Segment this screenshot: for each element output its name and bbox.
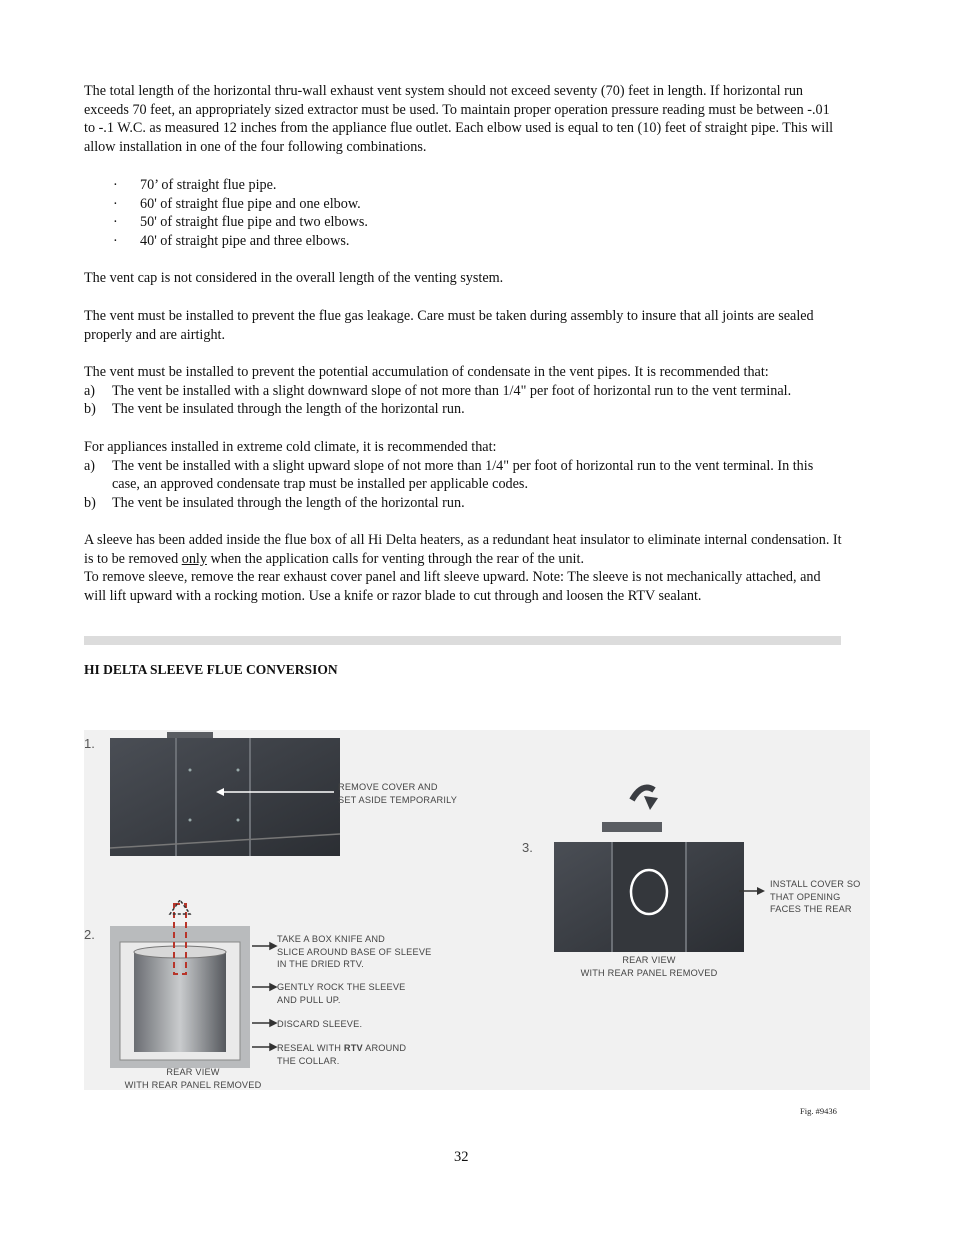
cold-climate-section bbox=[84, 438, 842, 513]
step-2-arrows bbox=[250, 930, 278, 1060]
list-item: b) The vent be insulated through the length of the horizontal run. bbox=[84, 495, 465, 512]
paragraph-cold-climate: For appliances installed in extreme cold climate, it is recommended that: bbox=[84, 439, 497, 455]
list-item: · 50' of straight flue pipe and two elbows. bbox=[113, 214, 368, 231]
list-item: · 40' of straight pipe and three elbows. bbox=[113, 233, 350, 250]
step-2-number: 2. bbox=[84, 927, 95, 942]
step-3-callout: INSTALL COVER SO THAT OPENING FACES THE REAR bbox=[770, 879, 861, 914]
step-1-callout: REMOVE COVER AND SET ASIDE TEMPORARILY bbox=[338, 782, 458, 805]
paragraph-flue-leakage: The vent must be installed to prevent the flue gas leakage. Care must be taken during assembly to insure that all joints are sealed properly and are airtight. bbox=[84, 308, 814, 343]
page-number: 32 bbox=[454, 1149, 469, 1165]
flue-box-photo-step2 bbox=[110, 900, 250, 1068]
list-item: · 70’ of straight flue pipe. bbox=[113, 177, 277, 193]
list-item: a) The vent be installed with a slight upward slope of not more than 1/4" per foot of horizontal run to the vent terminal. In this case, an approved condensate trap must be installed per applicable codes. bbox=[84, 457, 814, 493]
step-2-callout-reseal: RESEAL WITH RTV AROUND THE COLLAR. bbox=[277, 1043, 407, 1066]
step-3-caption: REAR VIEW WITH REAR PANEL REMOVED bbox=[580, 955, 718, 978]
list-item: b) The vent be insulated through the length of the horizontal run. bbox=[84, 401, 465, 418]
step-2-caption: REAR VIEW WITH REAR PANEL REMOVED bbox=[124, 1067, 262, 1090]
section-divider bbox=[84, 636, 841, 645]
condensate-section bbox=[84, 363, 842, 419]
sleeve-conversion-figure bbox=[84, 730, 870, 1090]
step-1-number: 1. bbox=[84, 736, 95, 751]
paragraph-condensate: The vent must be installed to prevent the potential accumulation of condensate in the vent pipes. It is recommended that: bbox=[84, 364, 769, 380]
step-2-callout-rock: GENTLY ROCK THE SLEEVE AND PULL UP. bbox=[277, 982, 406, 1005]
combination-list bbox=[84, 176, 368, 251]
step-3-number: 3. bbox=[522, 840, 533, 855]
sleeve-section bbox=[84, 531, 842, 606]
list-item: · 60' of straight flue pipe and one elbow. bbox=[113, 195, 361, 212]
step-2-callout-cut: TAKE A BOX KNIFE AND SLICE AROUND BASE OF SLEEVE IN THE DRIED RTV. bbox=[277, 934, 432, 969]
paragraph-sleeve: A sleeve has been added inside the flue box of all Hi Delta heaters, as a redundant heat insulator to eliminate internal condensation. It is to be removed only when the application calls for venting through the rear of the unit. bbox=[84, 532, 842, 567]
paragraph-vent-cap: The vent cap is not considered in the overall length of the venting system. bbox=[84, 270, 504, 286]
heater-photo-step3 bbox=[554, 782, 744, 954]
section-heading: HI DELTA SLEEVE FLUE CONVERSION bbox=[84, 662, 338, 677]
paragraph-remove-sleeve: To remove sleeve, remove the rear exhaust cover panel and lift sleeve upward. Note: The sleeve is not mechanically attached, and will lift upward with a rocking motion. Use a knife or razor blade to cut through and loosen the RTV sealant. bbox=[84, 569, 821, 605]
step-2-callout-discard: DISCARD SLEEVE. bbox=[277, 1019, 363, 1029]
arrow-step3 bbox=[737, 884, 767, 898]
figure-reference: Fig. #9436 bbox=[800, 1106, 837, 1116]
arrow-step1 bbox=[216, 786, 336, 798]
paragraph-vent-length: The total length of the horizontal thru-wall exhaust vent system should not exceed seventy (70) feet in length. If horizontal run exceeds 70 feet, an appropriately sized extractor must be used. To maintain proper operation pressure reading must be between -.01 to -.1 W.C. as measured 12 inches from the appliance flue outlet. Each elbow used is equal to ten (10) feet of straight pipe. This will allow installation in one of the four following combinations. bbox=[84, 83, 834, 156]
list-item: a) The vent be installed with a slight downward slope of not more than 1/4" per foot of horizontal run to the vent terminal. bbox=[84, 382, 792, 399]
